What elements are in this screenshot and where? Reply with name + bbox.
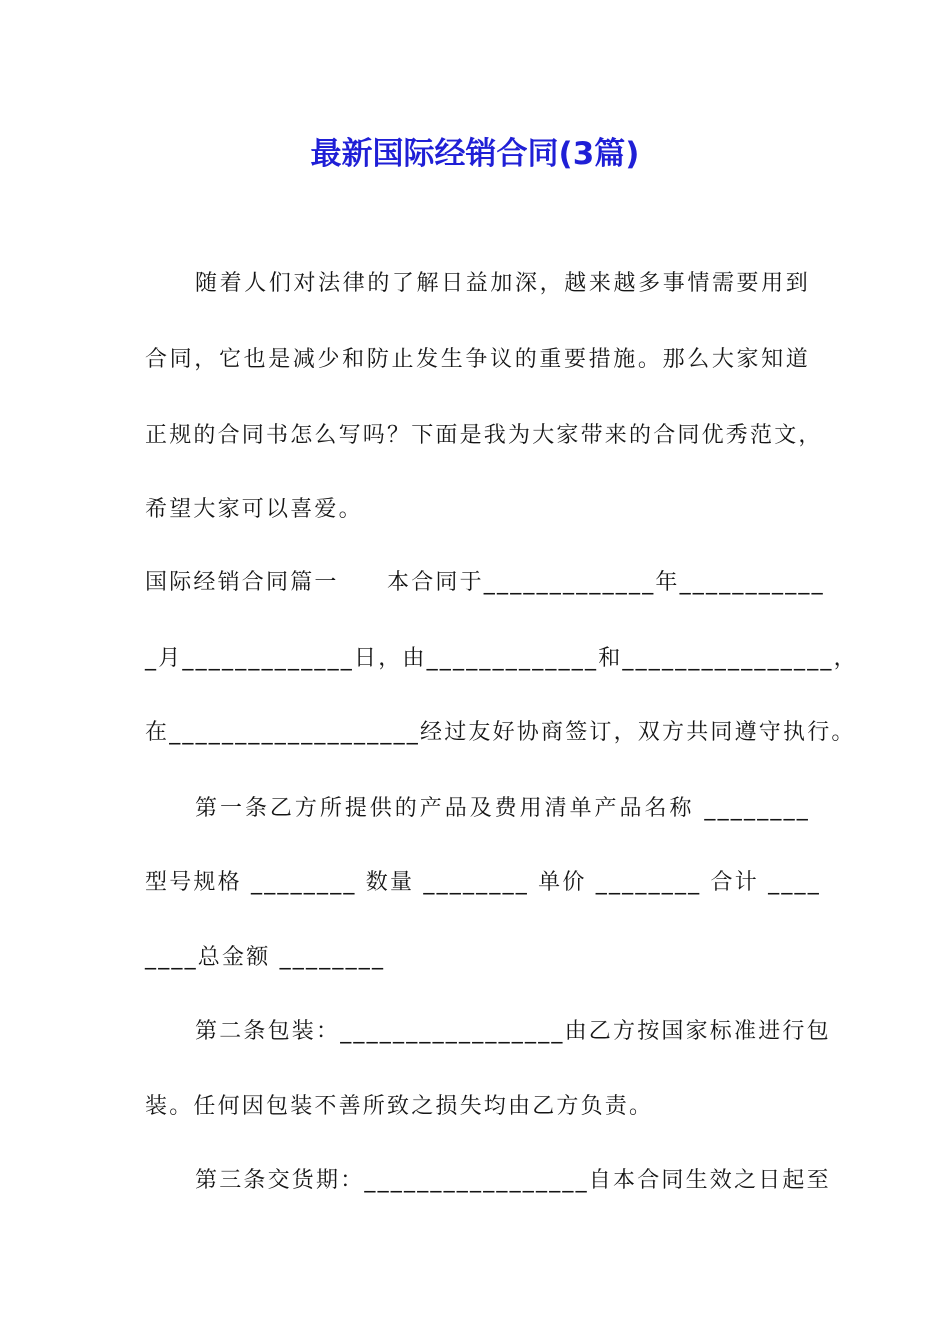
document-title: 最新国际经销合同(3篇): [310, 136, 640, 172]
paragraph-line: _月_____________日，由_____________和________________，: [145, 646, 858, 671]
paragraph-line: 第二条包装：_________________由乙方按国家标准进行包: [195, 1019, 831, 1044]
paragraph-line: 随着人们对法律的了解日益加深，越来越多事情需要用到: [195, 271, 810, 296]
paragraph-line: 装。任何因包装不善所致之损失均由乙方负责。: [145, 1094, 654, 1119]
paragraph-line: 第三条交货期：_________________自本合同生效之日起至: [195, 1168, 831, 1193]
paragraph-line: 合同，它也是减少和防止发生争议的重要措施。那么大家知道: [145, 347, 810, 372]
paragraph-line: ____总金额 ________: [145, 945, 386, 970]
paragraph-line: 正规的合同书怎么写吗？下面是我为大家带来的合同优秀范文，: [145, 423, 823, 448]
paragraph-line: 国际经销合同篇一 本合同于_____________年___________: [145, 570, 825, 595]
paragraph-line: 型号规格 ________ 数量 ________ 单价 ________ 合计 ____: [145, 870, 821, 895]
paragraph-line: 第一条乙方所提供的产品及费用清单产品名称 ________: [195, 796, 810, 821]
paragraph-line: 在___________________经过友好协商签订，双方共同遵守执行。: [145, 720, 856, 745]
paragraph-line: 希望大家可以喜爱。: [145, 497, 363, 522]
